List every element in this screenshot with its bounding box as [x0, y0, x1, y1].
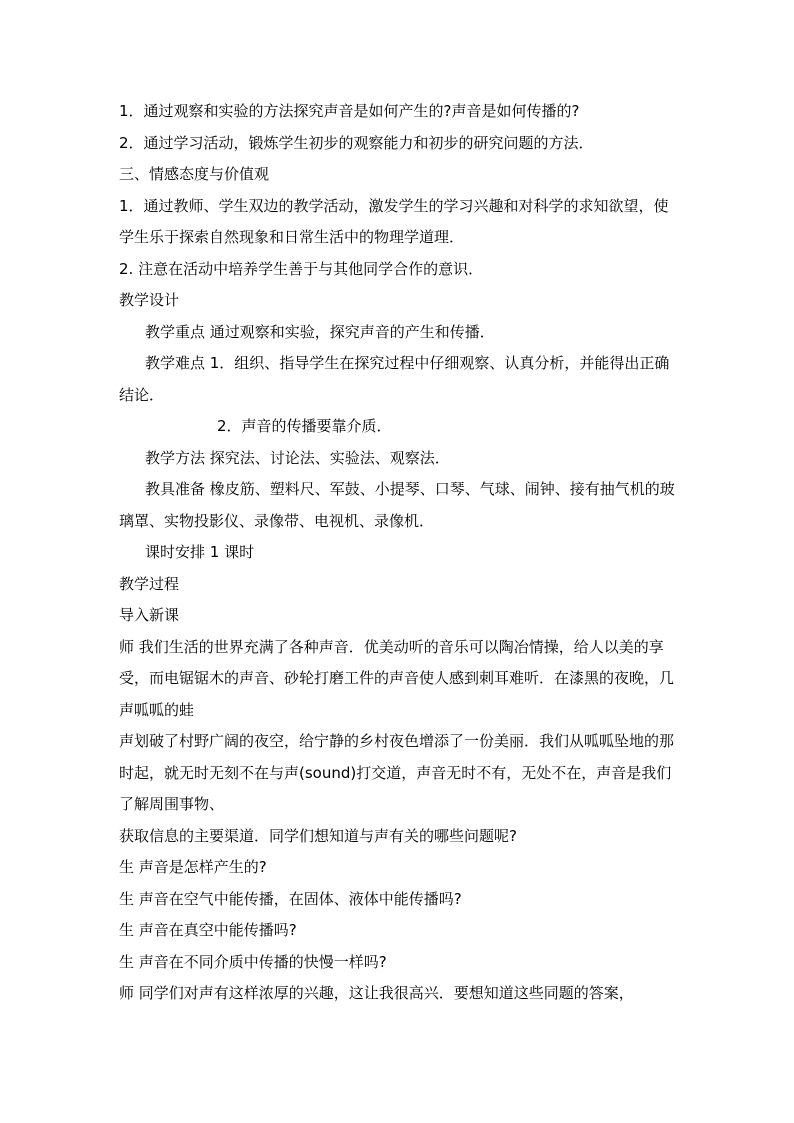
- emotion-item-2: 2. 注意在活动中培养学生善于与其他同学合作的意识．: [119, 259, 484, 278]
- document-body: [119, 96, 679, 1010]
- teaching-difficulty-1: 教学难点 1．组织、指导学生在探究过程中仔细观察、认真分析，并能得出正确结论．: [119, 354, 670, 404]
- teacher-intro-part-3: 获取信息的主要渠道．同学们想知道与声有关的哪些问题呢?: [119, 826, 517, 845]
- section-heading-introduction: 导入新课: [119, 606, 180, 624]
- student-question-1: 生 声音是怎样产生的?: [119, 858, 267, 876]
- student-question-3: 生 声音在真空中能传播吗?: [119, 921, 297, 939]
- objective-item-2: 2．通过学习活动，锻炼学生初步的观察能力和初步的研究问题的方法．: [119, 133, 594, 152]
- teaching-difficulty-2: 2．声音的传播要靠介质．: [217, 417, 392, 435]
- student-question-4: 生 声音在不同介质中传播的快慢一样吗?: [119, 952, 387, 971]
- objective-item-1: 1．通过观察和实验的方法探究声音是如何产生的?声音是如何传播的?: [119, 102, 580, 120]
- emotion-item-1: 1．通过教师、学生双边的教学活动，激发学生的学习兴趣和对科学的求知欲望，使学生乐于探索自然现象和日常生活中的物理学道理．: [119, 196, 669, 246]
- teacher-response: 师 同学们对声有这样浓厚的兴趣，这让我很高兴．要想知道这些同题的答案，: [119, 984, 634, 1002]
- teaching-aids: 教具准备 橡皮筋、塑料尺、军鼓、小提琴、口琴、气球、闹钟、接有抽气机的玻璃罩、实物投影仪、录像带、电视机、录像机．: [119, 480, 675, 530]
- teacher-intro-part-1: 师 我们生活的世界充满了各种声音．优美动听的音乐可以陶冶情操，给人以美的享受，而电锯锯木的声音、砂轮打磨工件的声音使人感到刺耳难听．在漆黑的夜晚，几声呱呱的蛙: [119, 637, 675, 719]
- section-heading-emotion-values: 三、情感态度与价值观: [119, 165, 270, 183]
- class-schedule: 课时安排 1 课时: [145, 543, 255, 561]
- teacher-intro-part-2: 声划破了村野广阔的夜空，给宁静的乡村夜色增添了一份美丽．我们从呱呱坠地的那时起，就无时无刻不在与声(sound)打交道，声音无时不有，无处不在，声音是我们了解周围事物、: [119, 732, 675, 813]
- student-question-2: 生 声音在空气中能传播，在固体、液体中能传播吗?: [119, 889, 462, 908]
- section-heading-teaching-process: 教学过程: [119, 574, 180, 593]
- section-heading-teaching-design: 教学设计: [119, 291, 180, 309]
- teaching-focus: 教学重点 通过观察和实验，探究声音的产生和传播．: [145, 322, 495, 341]
- teaching-methods: 教学方法 探究法、讨论法、实验法、观察法．: [145, 448, 450, 467]
